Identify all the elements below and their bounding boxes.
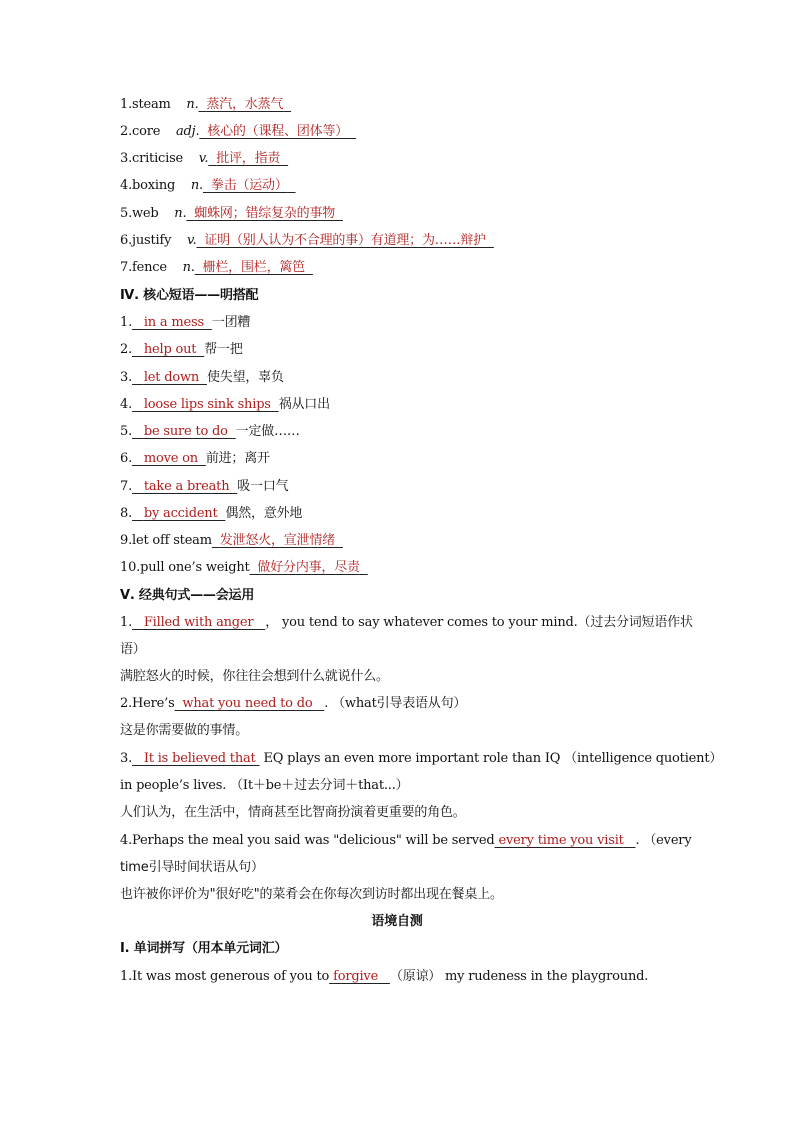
vocab-word: 6.justify xyxy=(120,233,172,248)
vocab-answer: 证明（别人认为不合理的事）有道理；为……辩护 xyxy=(204,233,486,248)
sentence-translation: 也许被你评价为"很好吃"的菜肴会在你每次到访时都出现在餐桌上。 xyxy=(120,887,503,902)
vocab-item xyxy=(120,150,288,168)
vocab-word: 2.core xyxy=(120,124,161,139)
vocab-answer: 拳击（运动） xyxy=(210,178,288,193)
phrase-num: 4. xyxy=(120,397,133,412)
phrase-num: 9.let off steam xyxy=(120,533,212,548)
question-answer: forgive xyxy=(333,969,379,984)
phrase-num: 8. xyxy=(120,506,133,521)
phrase-answer: let down xyxy=(143,370,200,385)
vocab-answer: 蜘蛛网；错综复杂的事物 xyxy=(194,206,336,221)
vocab-pos: v. xyxy=(186,233,197,248)
section-heading: Ⅳ. 核心短语——明搭配 xyxy=(120,288,259,303)
phrase-meaning: 祸从口出 xyxy=(278,397,330,412)
phrase-meaning: 使失望，辜负 xyxy=(206,370,284,385)
phrase-meaning: 前进；离开 xyxy=(205,451,270,466)
phrase-num: 5. xyxy=(120,424,133,439)
phrase-answer: by accident xyxy=(143,506,218,521)
phrase-answer: move on xyxy=(143,451,198,466)
phrase-item xyxy=(120,396,330,414)
vocab-word: 4.boxing xyxy=(120,178,176,193)
sentence-text: 4.Perhaps the meal you said was "delicious" will be served xyxy=(120,833,495,848)
vocab-item xyxy=(120,232,494,250)
phrase-item xyxy=(120,450,270,468)
phrase-answer: in a mess xyxy=(143,315,204,330)
sentence-item xyxy=(120,614,693,632)
question-text: （原谅） my rudeness in the playground. xyxy=(389,969,649,984)
sentence-text: . （what引导表语从句） xyxy=(324,696,467,711)
phrase-item xyxy=(120,478,288,496)
sentence-text: EQ plays an even more important role than IQ （intelligence quotient） xyxy=(259,751,723,766)
vocab-pos: v. xyxy=(198,151,209,166)
vocab-word: 1.steam xyxy=(120,97,171,112)
vocab-item xyxy=(120,259,313,277)
phrase-answer: loose lips sink ships xyxy=(143,397,271,412)
sentence-continuation: in people’s lives. （It＋be＋过去分词＋that...） xyxy=(120,778,409,793)
vocab-pos: adj. xyxy=(175,124,200,139)
sentence-answer: what you need to do xyxy=(182,696,313,711)
sentence-item xyxy=(120,832,691,850)
vocab-answer: 栅栏，围栏，篱笆 xyxy=(202,260,305,275)
phrase-item xyxy=(120,369,284,387)
section-heading: Ⅴ. 经典句式——会运用 xyxy=(120,588,255,603)
phrase-answer: be sure to do xyxy=(143,424,228,439)
sentence-item xyxy=(120,695,466,713)
phrase-item xyxy=(120,314,250,332)
vocab-pos: n. xyxy=(190,178,203,193)
phrase-num: 3. xyxy=(120,370,133,385)
section-heading: Ⅰ. 单词拼写（用本单元词汇） xyxy=(120,941,288,956)
vocab-item xyxy=(120,123,356,141)
phrase-answer: take a breath xyxy=(143,479,230,494)
sentence-answer: every time you visit xyxy=(498,833,624,848)
sentence-translation: 人们认为，在生活中，情商甚至比智商扮演着更重要的角色。 xyxy=(120,805,466,820)
phrase-item xyxy=(120,559,368,577)
sentence-num: 3. xyxy=(120,751,133,766)
sentence-text: ， you tend to say whatever comes to your mind.（过去分词短语作状 xyxy=(265,615,693,630)
phrase-meaning: 一团糟 xyxy=(211,315,251,330)
sentence-text: . （every xyxy=(635,833,692,848)
vocab-pos: n. xyxy=(174,206,187,221)
sentence-continuation: time引导时间状语从句） xyxy=(120,860,264,875)
phrase-item xyxy=(120,423,300,441)
sentence-num: 1. xyxy=(120,615,133,630)
sentence-translation: 这是你需要做的事情。 xyxy=(120,723,249,738)
phrase-item xyxy=(120,532,343,550)
phrase-answer: help out xyxy=(143,342,197,357)
vocab-item xyxy=(120,205,343,223)
phrase-meaning: 吸一口气 xyxy=(237,479,289,494)
phrase-meaning: 一定做…… xyxy=(235,424,300,439)
sentence-item xyxy=(120,750,722,768)
sentence-continuation: 语） xyxy=(120,642,146,657)
vocab-answer: 核心的（课程、团体等） xyxy=(207,124,349,139)
test-title: 语境自测 xyxy=(371,914,423,929)
phrase-answer: 做好分内事，尽责 xyxy=(257,560,360,575)
vocab-item xyxy=(120,177,296,195)
vocab-word: 7.fence xyxy=(120,260,167,275)
phrase-meaning: 偶然，意外地 xyxy=(225,506,303,521)
sentence-translation: 满腔怒火的时候，你往往会想到什么就说什么。 xyxy=(120,669,389,684)
vocab-word: 3.criticise xyxy=(120,151,184,166)
vocab-pos: n. xyxy=(182,260,195,275)
vocab-answer: 批评，指责 xyxy=(216,151,281,166)
phrase-num: 6. xyxy=(120,451,133,466)
phrase-item xyxy=(120,505,302,523)
sentence-answer: It is believed that xyxy=(143,751,256,766)
phrase-item xyxy=(120,341,243,359)
vocab-item xyxy=(120,96,291,114)
phrase-meaning: 帮一把 xyxy=(204,342,243,357)
phrase-answer: 发泄怒火，宣泄情绪 xyxy=(219,533,335,548)
sentence-answer: Filled with anger xyxy=(143,615,254,630)
question-item xyxy=(120,968,648,986)
phrase-num: 1. xyxy=(120,315,133,330)
phrase-num: 10.pull one’s weight xyxy=(120,560,250,575)
sentence-text: 2.Here’s xyxy=(120,696,175,711)
phrase-num: 2. xyxy=(120,342,133,357)
vocab-pos: n. xyxy=(186,97,199,112)
phrase-num: 7. xyxy=(120,479,133,494)
question-text: 1.It was most generous of you to xyxy=(120,969,330,984)
vocab-answer: 蒸汽，水蒸气 xyxy=(206,97,284,112)
vocab-word: 5.web xyxy=(120,206,159,221)
